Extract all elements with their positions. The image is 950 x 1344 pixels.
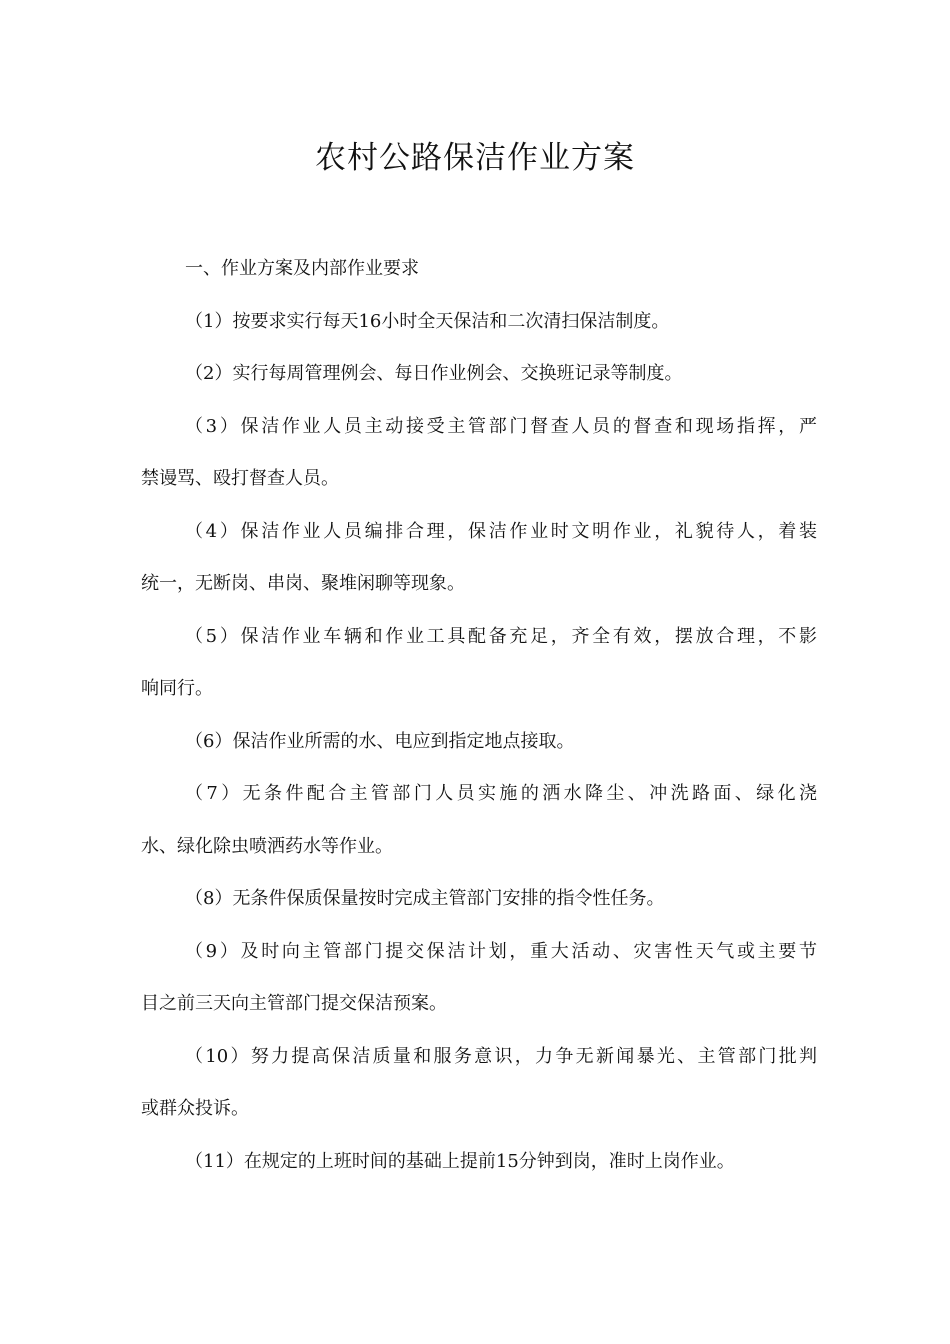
- paragraph-line: 水、绿化除虫喷洒药水等作业。: [141, 835, 393, 857]
- paragraph-line: （10）努力提高保洁质量和服务意识，力争无新闻暴光、主管部门批判: [185, 1045, 817, 1067]
- paragraph-line: （3）保洁作业人员主动接受主管部门督查人员的督查和现场指挥，严: [185, 415, 817, 437]
- paragraph-line: 响同行。: [141, 678, 213, 699]
- paragraph-line: （5）保洁作业车辆和作业工具配备充足，齐全有效，摆放合理，不影: [185, 625, 817, 647]
- paragraph-line: 或群众投诉。: [141, 1098, 249, 1119]
- paragraph-line: （8）无条件保质保量按时完成主管部门安排的指令性任务。: [185, 888, 665, 909]
- paragraph-line: 一、作业方案及内部作业要求: [185, 258, 419, 279]
- paragraph-line: 禁谩骂、殴打督查人员。: [141, 468, 339, 489]
- paragraph-line: （9）及时向主管部门提交保洁计划，重大活动、灾害性天气或主要节: [185, 940, 817, 962]
- paragraph-line: 统一，无断岗、串岗、聚堆闲聊等现象。: [141, 573, 465, 594]
- paragraph-line: （11）在规定的上班时间的基础上提前15分钟到岗，准时上岗作业。: [185, 1150, 735, 1172]
- paragraph-line: （4）保洁作业人员编排合理，保洁作业时文明作业，礼貌待人，着装: [185, 520, 817, 542]
- document-body: [141, 251, 817, 1196]
- paragraph-line: （6）保洁作业所需的水、电应到指定地点接取。: [185, 730, 575, 752]
- paragraph-line: （1）按要求实行每天16小时全天保洁和二次清扫保洁制度。: [185, 310, 670, 332]
- paragraph-line: （2）实行每周管理例会、每日作业例会、交换班记录等制度。: [185, 363, 683, 384]
- document-title: 农村公路保洁作业方案: [315, 140, 635, 176]
- paragraph-line: 目之前三天向主管部门提交保洁预案。: [141, 993, 447, 1014]
- paragraph-line: （7）无条件配合主管部门人员实施的洒水降尘、冲洗路面、绿化浇: [185, 783, 817, 804]
